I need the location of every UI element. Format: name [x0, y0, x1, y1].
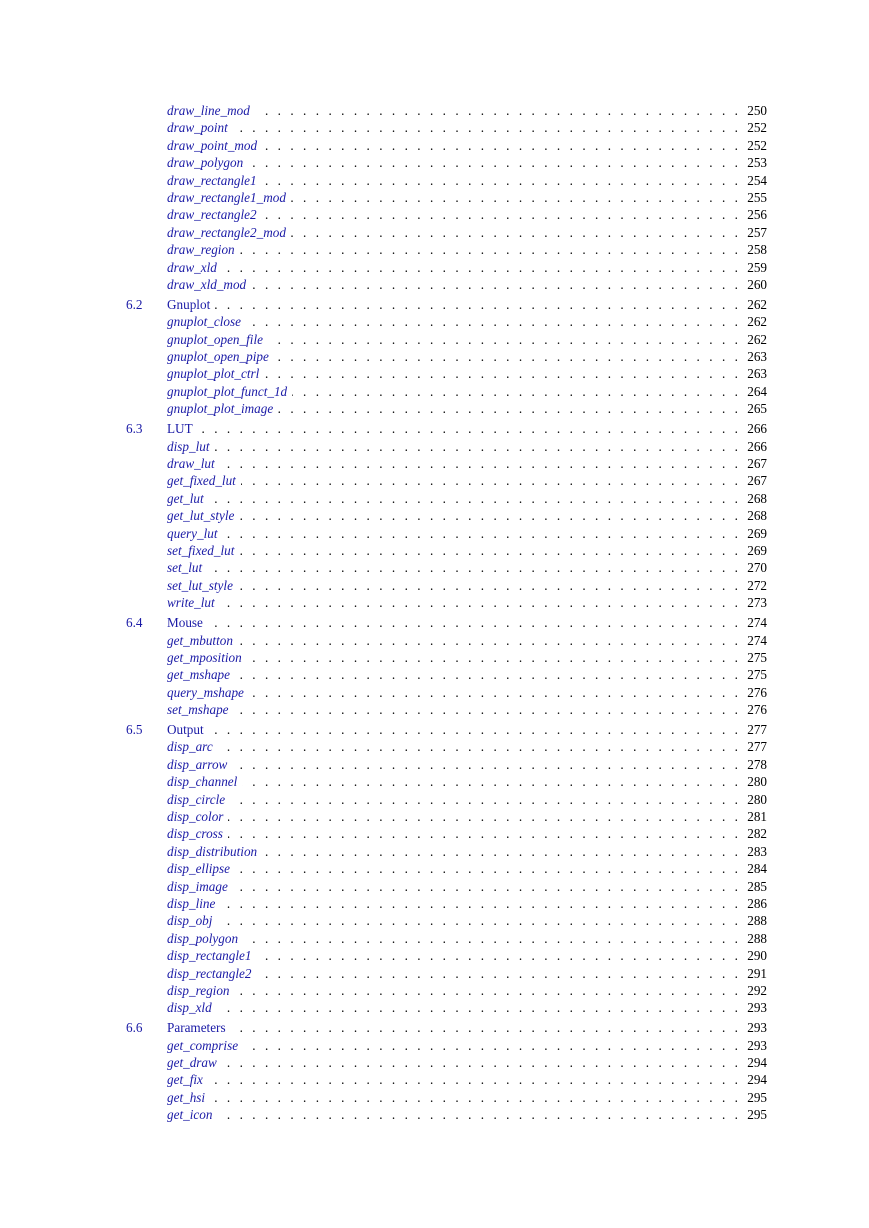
entry-title-link[interactable]: gnuplot_plot_image	[167, 400, 278, 417]
entry-title-link[interactable]: set_mshape	[167, 701, 234, 718]
page-number: 268	[747, 490, 767, 506]
toc-entry-row[interactable]	[0, 276, 869, 293]
page-number: 280	[747, 791, 767, 807]
toc-entry-row[interactable]	[0, 895, 869, 912]
table-of-contents	[0, 102, 869, 1124]
entry-title-link[interactable]: query_lut	[167, 525, 223, 542]
page-number: 284	[747, 861, 767, 877]
entry-title-link[interactable]: draw_rectangle1_mod	[167, 189, 291, 206]
page-number: 250	[747, 103, 767, 118]
dot-leader	[167, 1037, 741, 1054]
dot-leader	[167, 878, 741, 895]
page-number: 276	[747, 684, 767, 700]
toc-entry-row[interactable]	[0, 313, 869, 330]
page-number: 258	[747, 242, 767, 258]
toc-entry-row[interactable]	[0, 241, 869, 258]
toc-section-row[interactable]	[0, 1019, 869, 1036]
page-number: 255	[747, 189, 767, 205]
page-number: 276	[747, 702, 767, 718]
dot-leader	[167, 119, 741, 136]
page-number: 267	[747, 473, 767, 489]
entry-title-link[interactable]: draw_xld	[167, 259, 222, 276]
page-number: 252	[747, 120, 767, 136]
entry-title-link[interactable]: disp_arrow	[167, 756, 232, 773]
dot-leader	[167, 701, 741, 718]
entry-title-link[interactable]: get_mposition	[167, 649, 247, 666]
dot-leader	[167, 420, 741, 437]
toc-entry-row[interactable]	[0, 1089, 869, 1106]
toc-entry-row[interactable]	[0, 1037, 869, 1054]
dot-leader	[167, 982, 741, 999]
toc-section-row[interactable]	[0, 721, 869, 738]
page-number: 292	[747, 982, 767, 998]
dot-leader	[167, 895, 741, 912]
page-number: 278	[747, 756, 767, 772]
toc-entry-row[interactable]	[0, 843, 869, 860]
page-number: 291	[747, 965, 767, 981]
section-number[interactable]: 6.2	[126, 296, 143, 312]
toc-entry-row[interactable]	[0, 649, 869, 666]
entry-title-link[interactable]: draw_line_mod	[167, 102, 255, 119]
page-number: 268	[747, 508, 767, 524]
toc-entry-row[interactable]	[0, 756, 869, 773]
entry-title-link[interactable]: get_icon	[167, 1106, 217, 1123]
toc-entry-row[interactable]	[0, 947, 869, 964]
dot-leader	[167, 1106, 741, 1123]
toc-entry-row[interactable]	[0, 878, 869, 895]
toc-entry-row[interactable]	[0, 542, 869, 559]
entry-title-link[interactable]: draw_xld_mod	[167, 276, 251, 293]
toc-entry-row[interactable]	[0, 472, 869, 489]
dot-leader	[167, 542, 741, 559]
entry-title-link[interactable]: disp_channel	[167, 773, 242, 790]
page-number: 281	[747, 809, 767, 824]
page-number: 262	[747, 314, 767, 330]
toc-entry-row[interactable]	[0, 224, 869, 241]
toc-entry-row[interactable]	[0, 577, 869, 594]
entry-title-link[interactable]: draw_region	[167, 241, 240, 258]
dot-leader	[167, 1071, 741, 1088]
toc-entry-row[interactable]	[0, 348, 869, 365]
toc-entry-row[interactable]	[0, 189, 869, 206]
section-title-link[interactable]: Gnuplot	[167, 296, 215, 313]
page-number: 282	[747, 826, 767, 842]
toc-entry-row[interactable]	[0, 825, 869, 842]
toc-entry-row[interactable]	[0, 102, 869, 119]
page-number: 262	[747, 296, 767, 312]
dot-leader	[167, 525, 741, 542]
entry-title-link[interactable]: draw_lut	[167, 455, 220, 472]
toc-entry-row[interactable]	[0, 982, 869, 999]
toc-entry-row[interactable]	[0, 206, 869, 223]
entry-title-link[interactable]: disp_distribution	[167, 843, 262, 860]
toc-entry-row[interactable]	[0, 331, 869, 348]
dot-leader	[167, 614, 741, 631]
dot-leader	[167, 1054, 741, 1071]
entry-title-link[interactable]: disp_line	[167, 895, 220, 912]
dot-leader	[167, 154, 741, 171]
toc-entry-row[interactable]	[0, 808, 869, 825]
page-number: 293	[747, 1020, 767, 1036]
toc-entry-row[interactable]	[0, 259, 869, 276]
entry-title-link[interactable]: draw_polygon	[167, 154, 248, 171]
entry-title-link[interactable]: disp_obj	[167, 912, 217, 929]
dot-leader	[167, 791, 741, 808]
entry-title-link[interactable]: query_mshape	[167, 684, 249, 701]
page-number: 277	[747, 739, 767, 755]
entry-title-link[interactable]: set_lut_style	[167, 577, 238, 594]
toc-entry-row[interactable]	[0, 490, 869, 507]
entry-title-link[interactable]: disp_rectangle2	[167, 965, 256, 982]
entry-title-link[interactable]: gnuplot_plot_ctrl	[167, 365, 264, 382]
page-number: 266	[747, 421, 767, 437]
entry-title-link[interactable]: draw_rectangle1	[167, 172, 262, 189]
entry-title-link[interactable]: get_fixed_lut	[167, 472, 241, 489]
dot-leader	[167, 296, 741, 313]
page-number: 264	[747, 383, 767, 399]
dot-leader	[167, 930, 741, 947]
entry-title-link[interactable]: disp_arc	[167, 738, 218, 755]
entry-title-link[interactable]: get_lut_style	[167, 507, 239, 524]
entry-title-link[interactable]: disp_polygon	[167, 930, 243, 947]
dot-leader	[167, 912, 741, 929]
toc-entry-row[interactable]	[0, 791, 869, 808]
dot-leader	[167, 808, 741, 825]
toc-entry-row[interactable]	[0, 912, 869, 929]
dot-leader	[167, 860, 741, 877]
dot-leader	[167, 241, 741, 258]
toc-entry-row[interactable]	[0, 860, 869, 877]
entry-title-link[interactable]: get_lut	[167, 490, 209, 507]
page-number: 294	[747, 1072, 767, 1088]
entry-title-link[interactable]: draw_point	[167, 119, 233, 136]
toc-entry-row[interactable]	[0, 701, 869, 718]
section-title-link[interactable]: Parameters	[167, 1019, 231, 1036]
entry-title-link[interactable]: get_comprise	[167, 1037, 243, 1054]
dot-leader	[167, 999, 741, 1016]
page-number: 253	[747, 155, 767, 171]
toc-entry-row[interactable]	[0, 684, 869, 701]
toc-entry-row[interactable]	[0, 525, 869, 542]
toc-entry-row[interactable]	[0, 137, 869, 154]
dot-leader	[167, 259, 741, 276]
entry-title-link[interactable]: get_draw	[167, 1054, 222, 1071]
entry-title-link[interactable]: disp_xld	[167, 999, 217, 1016]
page-number: 274	[747, 632, 767, 648]
entry-title-link[interactable]: disp_region	[167, 982, 235, 999]
toc-entry-row[interactable]	[0, 738, 869, 755]
toc-section-row[interactable]	[0, 614, 869, 631]
section-number[interactable]: 6.5	[126, 722, 143, 738]
page-number: 293	[747, 1037, 767, 1053]
toc-entry-row[interactable]	[0, 438, 869, 455]
dot-leader	[167, 738, 741, 755]
toc-entry-row[interactable]	[0, 172, 869, 189]
dot-leader	[167, 438, 741, 455]
entry-title-link[interactable]: write_lut	[167, 594, 220, 611]
entry-title-link[interactable]: draw_rectangle2	[167, 206, 262, 223]
page-number: 275	[747, 649, 767, 665]
toc-entry-row[interactable]	[0, 1071, 869, 1088]
dot-leader	[167, 756, 741, 773]
toc-entry-row[interactable]	[0, 559, 869, 576]
dot-leader	[167, 559, 741, 576]
toc-entry-row[interactable]	[0, 1054, 869, 1071]
page-number: 288	[747, 913, 767, 929]
page-number: 272	[747, 577, 767, 593]
page-number: 256	[747, 207, 767, 223]
dot-leader	[167, 472, 741, 489]
page-number: 260	[747, 276, 767, 292]
toc-entry-row[interactable]	[0, 965, 869, 982]
page-number: 270	[747, 560, 767, 576]
toc-entry-row[interactable]	[0, 773, 869, 790]
page-number: 283	[747, 843, 767, 859]
entry-title-link[interactable]: set_fixed_lut	[167, 542, 239, 559]
entry-title-link[interactable]: disp_rectangle1	[167, 947, 256, 964]
toc-entry-row[interactable]	[0, 400, 869, 417]
toc-entry-row[interactable]	[0, 666, 869, 683]
section-title-link[interactable]: Output	[167, 721, 209, 738]
entry-title-link[interactable]: get_mshape	[167, 666, 235, 683]
page-number: 277	[747, 722, 767, 738]
entry-title-link[interactable]: gnuplot_plot_funct_1d	[167, 383, 292, 400]
toc-entry-row[interactable]	[0, 594, 869, 611]
section-title-link[interactable]: LUT	[167, 420, 198, 437]
page-number: 274	[747, 615, 767, 631]
dot-leader	[167, 684, 741, 701]
section-number[interactable]: 6.4	[126, 615, 143, 631]
page-number: 266	[747, 438, 767, 454]
toc-entry-row[interactable]	[0, 119, 869, 136]
page-number: 294	[747, 1055, 767, 1071]
entry-title-link[interactable]: draw_rectangle2_mod	[167, 224, 291, 241]
toc-entry-row[interactable]	[0, 383, 869, 400]
entry-title-link[interactable]: disp_ellipse	[167, 860, 235, 877]
toc-entry-row[interactable]	[0, 365, 869, 382]
toc-entry-row[interactable]	[0, 455, 869, 472]
page-number: 262	[747, 331, 767, 347]
page-number: 288	[747, 930, 767, 946]
page-number: 269	[747, 542, 767, 558]
page-number: 263	[747, 366, 767, 382]
page-number: 263	[747, 349, 767, 365]
entry-title-link[interactable]: disp_image	[167, 878, 233, 895]
entry-title-link[interactable]: draw_point_mod	[167, 137, 262, 154]
dot-leader	[167, 276, 741, 293]
dot-leader	[167, 666, 741, 683]
page-number: 254	[747, 172, 767, 188]
entry-title-link[interactable]: disp_cross	[167, 825, 228, 842]
page-number: 286	[747, 895, 767, 911]
entry-title-link[interactable]: set_lut	[167, 559, 207, 576]
toc-section-row[interactable]	[0, 420, 869, 437]
entry-title-link[interactable]: disp_color	[167, 808, 228, 825]
page-number: 295	[747, 1107, 767, 1123]
entry-title-link[interactable]: disp_circle	[167, 791, 230, 808]
dot-leader	[167, 773, 741, 790]
page-number: 285	[747, 878, 767, 894]
dot-leader	[167, 1089, 741, 1106]
page-number: 269	[747, 525, 767, 541]
dot-leader	[167, 490, 741, 507]
page-number: 295	[747, 1089, 767, 1105]
dot-leader	[167, 594, 741, 611]
page-number: 293	[747, 1000, 767, 1016]
section-title-link[interactable]: Mouse	[167, 614, 208, 631]
entry-title-link[interactable]: gnuplot_open_file	[167, 331, 268, 348]
entry-title-link[interactable]: get_fix	[167, 1071, 208, 1088]
dot-leader	[167, 313, 741, 330]
page-number: 273	[747, 595, 767, 611]
toc-entry-row[interactable]	[0, 930, 869, 947]
dot-leader	[167, 825, 741, 842]
dot-leader	[167, 1019, 741, 1036]
toc-entry-row[interactable]	[0, 632, 869, 649]
dot-leader	[167, 455, 741, 472]
toc-entry-row[interactable]	[0, 507, 869, 524]
toc-entry-row[interactable]	[0, 1106, 869, 1123]
section-number[interactable]: 6.6	[126, 1020, 143, 1036]
page-number: 265	[747, 401, 767, 417]
dot-leader	[167, 577, 741, 594]
dot-leader	[167, 721, 741, 738]
entry-title-link[interactable]: get_hsi	[167, 1089, 210, 1106]
page-number: 275	[747, 667, 767, 683]
section-number[interactable]: 6.3	[126, 421, 143, 437]
entry-title-link[interactable]: disp_lut	[167, 438, 215, 455]
dot-leader	[167, 649, 741, 666]
page-number: 290	[747, 948, 767, 964]
page-number: 252	[747, 137, 767, 153]
entry-title-link[interactable]: gnuplot_close	[167, 313, 246, 330]
page-number: 280	[747, 774, 767, 790]
page-number: 267	[747, 456, 767, 471]
entry-title-link[interactable]: get_mbutton	[167, 632, 238, 649]
dot-leader	[167, 632, 741, 649]
entry-title-link[interactable]: gnuplot_open_pipe	[167, 348, 274, 365]
dot-leader	[167, 507, 741, 524]
toc-section-row[interactable]	[0, 296, 869, 313]
page-number: 259	[747, 259, 767, 275]
page-number: 257	[747, 224, 767, 240]
toc-entry-row[interactable]	[0, 154, 869, 171]
toc-entry-row[interactable]	[0, 999, 869, 1016]
